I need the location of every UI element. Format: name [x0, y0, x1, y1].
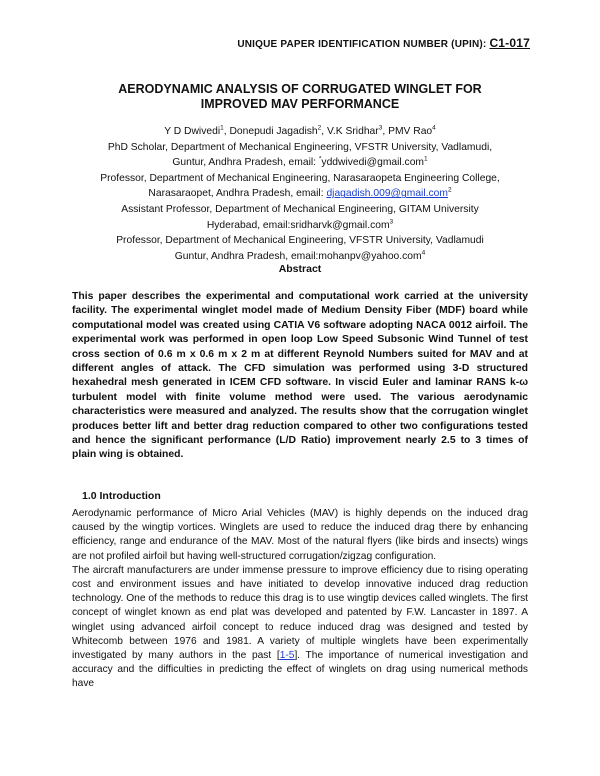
upin-label: UNIQUE PAPER IDENTIFICATION NUMBER (UPIN):: [237, 39, 487, 50]
paper-title: [40, 82, 560, 112]
citation-link[interactable]: 1-5: [279, 650, 295, 662]
paper-title-line-1: AERODYNAMIC ANALYSIS OF CORRUGATED WINGLET FOR: [118, 82, 482, 96]
paper-title-line-2: IMPROVED MAV PERFORMANCE: [200, 97, 400, 111]
abstract-heading: Abstract: [278, 263, 322, 275]
upin-header: [237, 36, 530, 50]
affiliation-1-line-1: PhD Scholar, Department of Mechanical Engineering, VFSTR University, Vadlamudi,: [107, 141, 493, 153]
paragraph: The aircraft manufacturers are under immense pressure to improve efficiency due to rising operating cost and environment issues and have initiated to develop innovative induced drag reduction technology. One of the methods to reduce this drag is to use wingtip devices called winglets. The first concept of winglet known as end plat was developed and patented by F.W. Lancaster in 1897. A winglet using advanced airfoil concept to reduce induced drag was designed and tested by Whitecomb between 1976 and 1981. A variety of multiple winglets have been experimentally investigated by many authors in the past [1-5]. The importance of numerical investigation and accuracy and the difficulties in predicting the effect of winglets on drag using numerical methods have: [72, 564, 529, 690]
affiliation-1-line-2: Guntur, Andhra Pradesh, email: *yddwivedi@gmail.com$^1$: [172, 155, 428, 169]
email-1: yddwivedi@gmail.com: [321, 157, 425, 169]
upin-code: C1-017: [489, 36, 530, 50]
affiliation-3-line-2: Hyderabad, email:sridharvk@gmail.com$^3$: [206, 218, 394, 231]
paragraph: Aerodynamic performance of Micro Arial Vehicles (MAV) is highly depends on the induced drag caused by the wingtip vortices. Winglets are used to reduce the induced drag there by enhancing efficiency, range and endurance of the MAV. Most of the natural flyers (like birds and insects) wings are not profiled airfoil but having well-structured corrugation/zigzag configuration.: [72, 508, 528, 562]
email-4: mohanpv@yahoo.com: [318, 250, 422, 262]
affiliation-mark: 1: [220, 124, 224, 132]
affiliation-2-line-2: Narasaraopet, Andhra Pradesh, email: djagadish.009@gmail.com$^2$: [148, 186, 452, 200]
affiliation-mark: 3: [378, 124, 383, 132]
email-3: sridharvk@gmail.com: [290, 219, 390, 231]
affiliation-mark: 2: [317, 124, 322, 132]
author-name: Y D Dwivedi: [164, 126, 221, 137]
section-heading-introduction: 1.0 Introduction: [82, 490, 161, 502]
corresponding-mark: *: [318, 155, 322, 163]
email-2-link[interactable]: djagadish.009@gmail.com: [326, 188, 448, 200]
author-name: Donepudi Jagadish: [229, 126, 318, 137]
affiliation-3-line-1: Assistant Professor, Department of Mechanical Engineering, GITAM University: [121, 203, 479, 215]
author-block: [40, 124, 560, 264]
abstract-text: This paper describes the experimental and computational work carried at the university facility. The experimental winglet model made of Medium Density Fiber (MDF) board while computational model was created using CATIA V6 software adopting NACA 0012 airfoil. The experimental work was performed in open loop Low Speed Subsonic Wind Tunnel of test cross section of 0.6 m x 0.6 m x 2 m at different Reynold Numbers suited for MAV and at different angles of attack. The CFD simulation was performed using 3-D structured hexahedral mesh generated in ICEM CFD software. In viscid Euler and laminar RANS k-ω turbulent model with finite volume method were used. The various aerodynamic characteristics were measured and analyzed. The results show that the corrugation winglet produces better lift and better drag reduction compared to other two configurations tested and hence the significant performance (L/D Ratio) improvement nearly 2.5 to 3 times of plain wing is obtained.: [72, 291, 528, 461]
affiliation-2-line-1: Professor, Department of Mechanical Engineering, Narasaraopeta Engineering College,: [100, 172, 500, 184]
affiliation-mark: 4: [432, 124, 436, 132]
affiliation-4-line-1: Professor, Department of Mechanical Engineering, VFSTR University, Vadlamudi: [116, 235, 484, 247]
affiliation-4-line-2: Guntur, Andhra Pradesh, email:mohanpv@yahoo.com$^4$: [174, 249, 426, 262]
introduction-body: [72, 507, 528, 692]
author-name: V.K Sridhar: [327, 126, 379, 137]
author-name: PMV Rao: [388, 126, 433, 137]
author-names: Y D Dwivedi$^1$, Donepudi Jagadish$^2$, V.K Sridhar$^3$, PMV Rao$^4$: [164, 124, 436, 137]
